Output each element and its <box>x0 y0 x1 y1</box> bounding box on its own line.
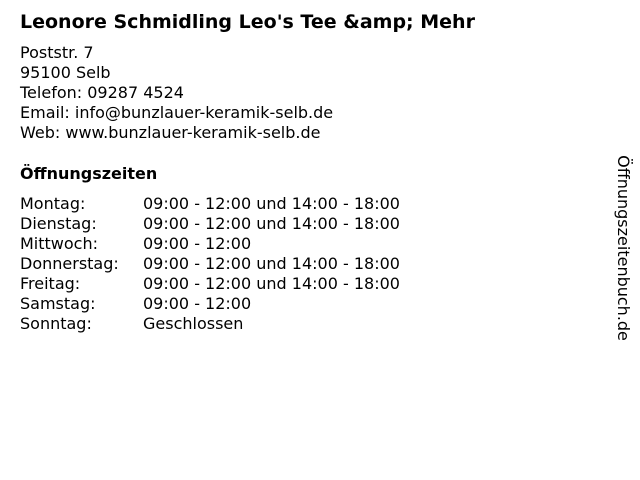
business-title: Leonore Schmidling Leo's Tee &amp; Mehr <box>20 11 475 33</box>
time-value: 09:00 - 12:00 und 14:00 - 18:00 <box>143 254 400 273</box>
day-label: Donnerstag: <box>20 254 119 273</box>
opening-hours-heading: Öffnungszeiten <box>20 164 158 183</box>
time-value: 09:00 - 12:00 und 14:00 - 18:00 <box>143 274 400 293</box>
address-block <box>20 43 333 143</box>
day-label: Freitag: <box>20 274 81 293</box>
website-address: Web: www.bunzlauer-keramik-selb.de <box>20 123 321 142</box>
street-address: Poststr. 7 <box>20 43 94 62</box>
email-address: Email: info@bunzlauer-keramik-selb.de <box>20 103 334 122</box>
time-value: 09:00 - 12:00 und 14:00 - 18:00 <box>143 194 400 213</box>
day-label: Sonntag: <box>20 314 92 333</box>
time-value: 09:00 - 12:00 und 14:00 - 18:00 <box>143 214 400 233</box>
day-label: Mittwoch: <box>20 234 98 253</box>
day-label: Montag: <box>20 194 86 213</box>
time-value: 09:00 - 12:00 <box>143 234 252 253</box>
day-label: Samstag: <box>20 294 96 313</box>
phone-number: Telefon: 09287 4524 <box>20 83 184 102</box>
brand-watermark: Öffnungszeitenbuch.de <box>614 155 633 341</box>
time-value: 09:00 - 12:00 <box>143 294 252 313</box>
postal-city: 95100 Selb <box>20 63 111 82</box>
day-label: Dienstag: <box>20 214 97 233</box>
time-value: Geschlossen <box>143 314 244 333</box>
